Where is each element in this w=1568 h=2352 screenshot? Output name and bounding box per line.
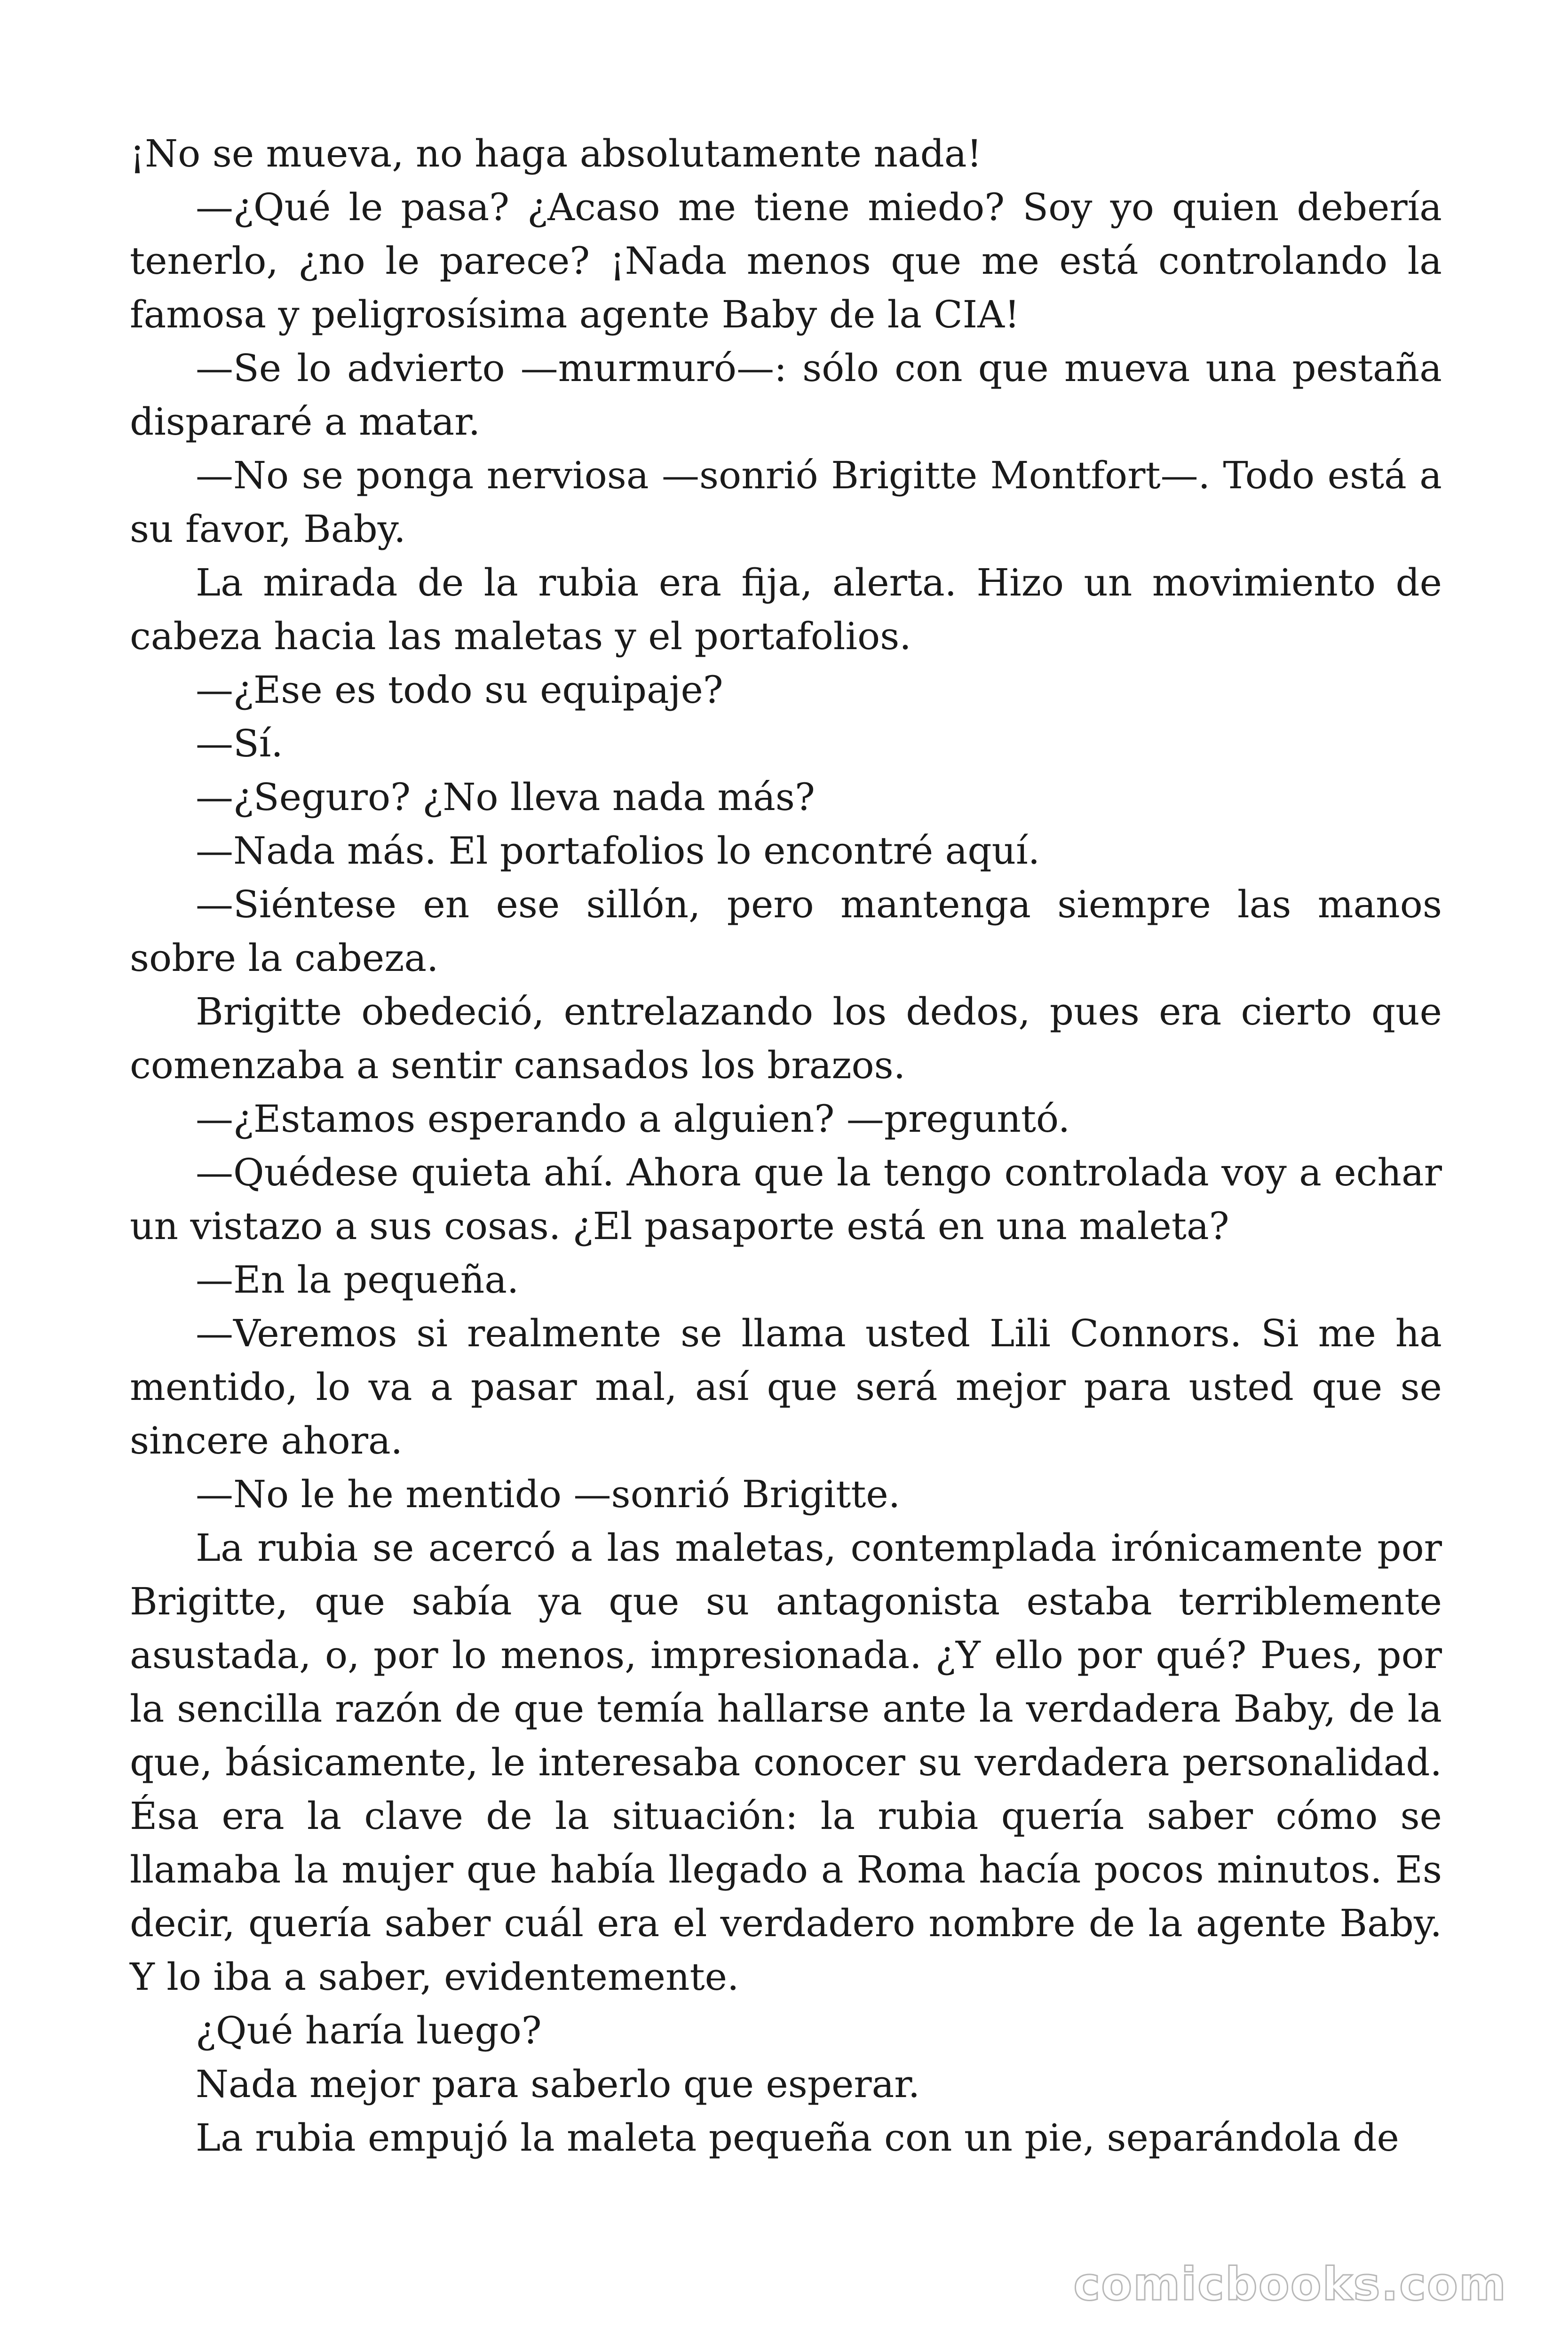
paragraph: ¿Qué haría luego? — [196, 2009, 542, 2052]
watermark: comicbooks.com — [1073, 2258, 1507, 2311]
paragraph: La rubia se acercó a las maletas, contemplada irónicamente por Brigitte, que sabía ya que su antagonista estaba terriblemente asustada, o, por lo menos, impresionada. ¿Y ello por qué? Pues, por la sencilla razón de que temía hallarse ante la verdadera Baby, de la que, básicamente, le interesaba conocer su verdadera personalidad. Ésa era la clave de la situación: la rubia quería saber cómo se llamaba la mujer que había llegado a Roma hacía pocos minutos. Es decir, quería saber cuál era el verdadero nombre de la agente Baby. Y lo iba a saber, evidentemente. — [130, 1526, 1442, 1999]
paragraph: —En la pequeña. — [196, 1258, 519, 1302]
paragraph: —Nada más. El portafolios lo encontré aquí. — [196, 829, 1040, 873]
paragraph: —Siéntese en ese sillón, pero mantenga siempre las manos sobre la cabeza. — [130, 882, 1442, 980]
paragraph: Nada mejor para saberlo que esperar. — [196, 2062, 920, 2106]
paragraph: Brigitte obedeció, entrelazando los dedos, pues era cierto que comenzaba a sentir cansados los brazos. — [130, 990, 1442, 1087]
paragraph: La rubia empujó la maleta pequeña con un pie, separándola de — [196, 2116, 1399, 2160]
paragraph: —No le he mentido —sonrió Brigitte. — [196, 1472, 901, 1516]
paragraph: —No se ponga nerviosa —sonrió Brigitte Montfort—. Todo está a su favor, Baby. — [130, 453, 1442, 551]
paragraph: —¿Qué le pasa? ¿Acaso me tiene miedo? Soy yo quien debería tenerlo, ¿no le parece? ¡Nada menos que me está controlando la famosa y peligrosísima agente Baby de la CIA! — [130, 185, 1442, 336]
paragraph: —Veremos si realmente se llama usted Lili Connors. Si me ha mentido, lo va a pasar mal, así que será mejor para usted que se sincere ahora. — [130, 1311, 1442, 1462]
paragraph: —¿Ese es todo su equipaje? — [196, 668, 723, 712]
paragraph: La mirada de la rubia era fija, alerta. Hizo un movimiento de cabeza hacia las maletas y el portafolios. — [130, 561, 1442, 658]
paragraph: —Quédese quieta ahí. Ahora que la tengo controlada voy a echar un vistazo a sus cosas. ¿El pasaporte está en una maleta? — [130, 1151, 1442, 1248]
paragraph: ¡No se mueva, no haga absolutamente nada! — [130, 132, 982, 175]
paragraph: —¿Estamos esperando a alguien? —preguntó. — [196, 1097, 1070, 1141]
paragraph: —Se lo advierto —murmuró—: sólo con que mueva una pestaña dispararé a matar. — [130, 346, 1442, 444]
body-text — [130, 127, 1442, 2165]
paragraph: —¿Seguro? ¿No lleva nada más? — [196, 775, 815, 819]
paragraph: —Sí. — [196, 722, 283, 765]
